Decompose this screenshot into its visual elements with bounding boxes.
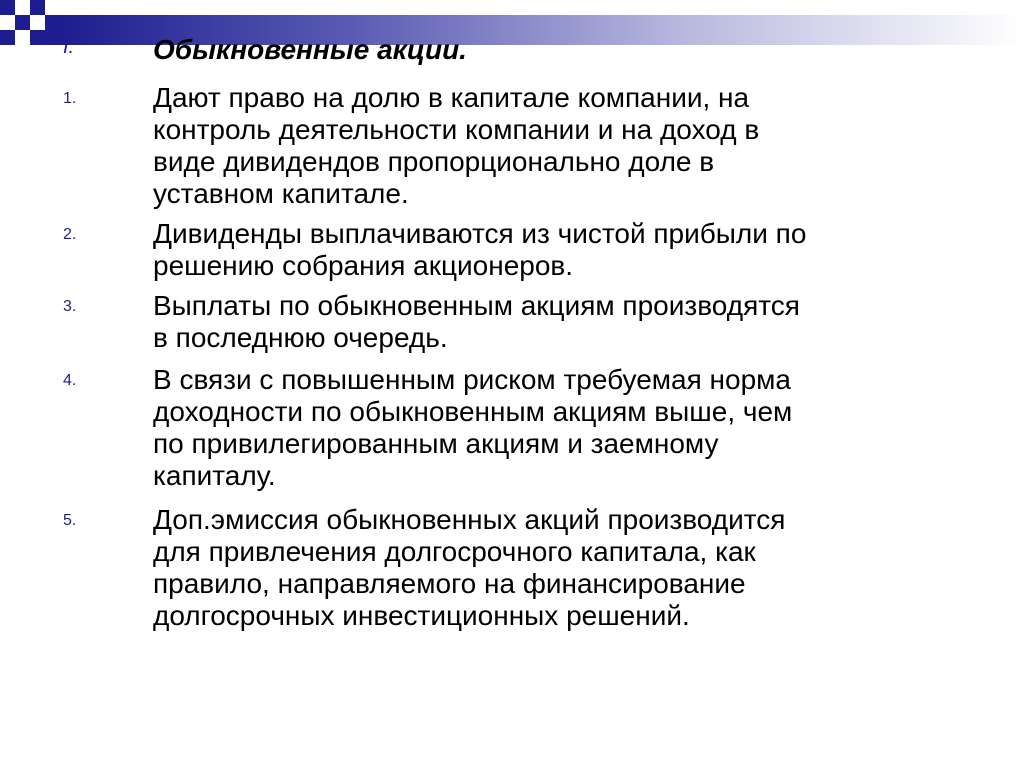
- text-line: Дают право на долю в капитале компании, на: [153, 82, 750, 113]
- page-title: Обыкновенные акции.: [153, 34, 467, 65]
- text-line: по привилегированным акциям и заемному: [153, 428, 719, 459]
- text-line: уставном капитале.: [153, 178, 409, 209]
- text-line: виде дивидендов пропорционально доле в: [153, 146, 715, 177]
- section-heading: [0, 34, 1024, 74]
- text-line: Выплаты по обыкновенным акциям производятся: [153, 290, 800, 321]
- text-line: для привлечения долгосрочного капитала, как: [153, 536, 756, 567]
- text-line: капиталу.: [153, 460, 276, 491]
- list-item-text: [153, 504, 973, 632]
- decor-square: [30, 0, 45, 15]
- list-item-number: 2.: [63, 226, 77, 243]
- list-item-number: 5.: [63, 512, 77, 529]
- text-line: Доп.эмиссия обыкновенных акций производится: [153, 504, 786, 535]
- text-line: долгосрочных инвестиционных решений.: [153, 600, 690, 631]
- list-item-text: [153, 364, 973, 492]
- text-line: доходности по обыкновенным акциям выше, чем: [153, 396, 793, 427]
- heading-number: I.: [63, 36, 75, 58]
- list-item-number: 3.: [63, 298, 77, 315]
- decor-square: [0, 0, 15, 15]
- list-item-text: [153, 290, 973, 354]
- decor-square: [15, 15, 30, 30]
- list-item-number: 1.: [63, 90, 77, 107]
- list-item-number: 4.: [63, 372, 77, 389]
- text-line: правило, направляемого на финансирование: [153, 568, 746, 599]
- list-item-text: [153, 218, 973, 282]
- text-line: Дивиденды выплачиваются из чистой прибыли по: [153, 218, 807, 249]
- text-line: В связи с повышенным риском требуемая норма: [153, 364, 791, 395]
- text-line: контроль деятельности компании и на доход в: [153, 114, 760, 145]
- text-line: решению собрания акционеров.: [153, 250, 574, 281]
- text-line: в последнюю очередь.: [153, 322, 448, 353]
- list-item-text: [153, 82, 973, 210]
